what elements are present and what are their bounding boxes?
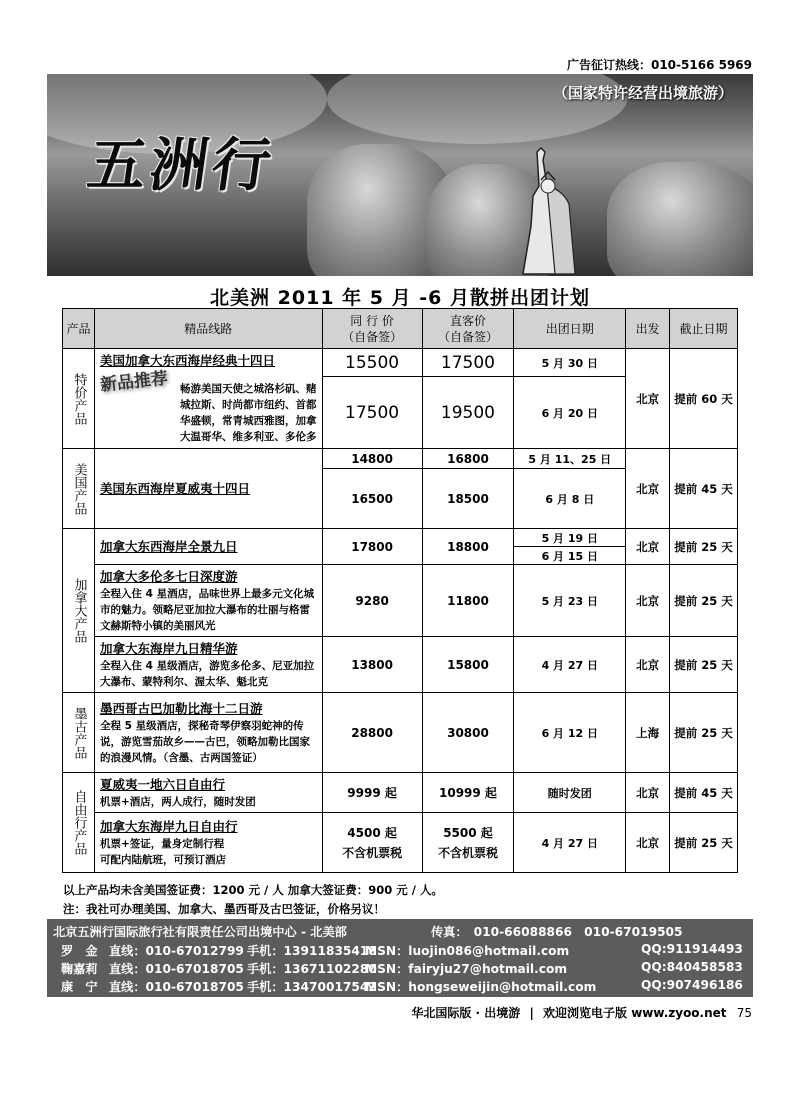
route-description: 全程入住 4 星酒店，品味世界上最多元文化城市的魅力。领略尼亚加拉大瀑布的壮丽与格雷文赫斯特小镇的美丽风光 — [99, 587, 315, 632]
departure-date: 6 月 20 日 — [514, 377, 626, 449]
route-description: 全程入住 4 星级酒店，游览多伦多、尼亚加拉大瀑布、蒙特利尔、渥太华、魁北克 — [99, 659, 315, 688]
fax-number: 传真： 010-66088866 010-67019505 — [431, 925, 683, 939]
visa-fee-note: 以上产品均未含美国签证费：1200 元 / 人 加拿大签证费：900 元 / 人。 — [63, 883, 443, 897]
route-link[interactable]: 夏威夷一地六日自由行 — [99, 776, 225, 792]
contact-msn: MSN：hongseweijin@hotmail.com — [365, 980, 597, 994]
peer-price: 28800 — [322, 693, 422, 773]
direct-price: 10999 起 — [422, 773, 514, 813]
booking-deadline: 提前 60 天 — [670, 349, 738, 449]
route-cell — [94, 529, 322, 565]
departure-city: 北京 — [626, 565, 670, 637]
category-label: 加拿大产品 — [63, 529, 95, 693]
direct-price: 11800 — [422, 565, 514, 637]
contact-msn: MSN：fairyju27@hotmail.com — [365, 962, 568, 976]
table-row — [63, 449, 738, 469]
peer-price: 9280 — [322, 565, 422, 637]
header-category: 产品 — [63, 309, 95, 349]
table-header-row — [63, 309, 738, 349]
header-route: 精品线路 — [94, 309, 322, 349]
contact-qq: QQ:840458583 — [641, 960, 743, 974]
departure-city: 北京 — [626, 349, 670, 449]
booking-deadline: 提前 25 天 — [670, 529, 738, 565]
departure-date: 5 月 30 日 — [514, 349, 626, 377]
category-label: 美国产品 — [63, 449, 95, 529]
header-deadline: 截止日期 — [670, 309, 738, 349]
departure-date: 4 月 27 日 — [514, 637, 626, 693]
page-footer — [411, 1004, 752, 1021]
route-description: 机票+签证，量身定制行程 可配内陆航班，可预订酒店 — [99, 837, 226, 866]
header-peer-price: 同 行 价 （自备签） — [322, 309, 422, 349]
category-label: 墨古产品 — [63, 693, 95, 773]
contact-mobile: 手机：13470017542 — [247, 980, 377, 994]
table-row — [63, 565, 738, 637]
company-name: 北京五洲行国际旅行社有限责任公司出境中心 - 北美部 — [53, 925, 347, 939]
route-cell — [94, 693, 322, 773]
departure-date: 随时发团 — [514, 773, 626, 813]
peer-price: 4500 起 不含机票税 — [322, 813, 422, 873]
contact-name: 罗 金 — [61, 944, 98, 958]
booking-deadline: 提前 25 天 — [670, 637, 738, 693]
contact-phone: 直线：010-67018705 — [109, 980, 244, 994]
website-link[interactable]: 欢迎浏览电子版 www.zyoo.net — [543, 1006, 727, 1020]
route-link[interactable]: 加拿大多伦多七日深度游 — [99, 568, 238, 584]
peer-price: 17500 — [322, 377, 422, 449]
departure-city: 北京 — [626, 529, 670, 565]
booking-deadline: 提前 25 天 — [670, 693, 738, 773]
route-link[interactable]: 墨西哥古巴加勒比海十二日游 — [99, 700, 263, 716]
contact-qq: QQ:911914493 — [641, 942, 743, 956]
contact-name: 康 宁 — [61, 980, 98, 994]
direct-price: 19500 — [422, 377, 514, 449]
departure-city: 北京 — [626, 637, 670, 693]
route-cell — [94, 637, 322, 693]
statue-of-liberty-icon — [517, 146, 607, 276]
route-link[interactable]: 加拿大东海岸九日精华游 — [99, 640, 238, 656]
booking-deadline: 提前 25 天 — [670, 813, 738, 873]
direct-price: 30800 — [422, 693, 514, 773]
route-cell — [94, 773, 322, 813]
direct-price: 18800 — [422, 529, 514, 565]
page-title: 北美洲 2011 年 5 月 -6 月散拼出团计划 — [210, 287, 590, 309]
departure-city: 上海 — [626, 693, 670, 773]
header-banner — [47, 74, 753, 276]
route-description: 机票+酒店，两人成行，随时发团 — [99, 795, 256, 808]
header-direct-price: 直客价 （自备签） — [422, 309, 514, 349]
contact-msn: MSN：luojin086@hotmail.com — [365, 944, 570, 958]
page-number: 75 — [736, 1006, 752, 1020]
tour-plan-table — [62, 308, 738, 873]
table-row — [63, 637, 738, 693]
promo-tag: 新品推荐 — [99, 368, 169, 396]
direct-price: 17500 — [422, 349, 514, 377]
departure-date: 5 月 19 日 — [514, 529, 626, 547]
table-row — [63, 813, 738, 873]
peer-price: 17800 — [322, 529, 422, 565]
route-link[interactable]: 美国加拿大东西海岸经典十四日 — [99, 353, 275, 368]
route-description: 全程 5 星级酒店，探秘奇琴伊察羽蛇神的传说，游览雪茄故乡——古巴，领略加勒比国家的浪漫风情。（含墨、古两国签证） — [99, 719, 310, 764]
edition-label: 华北国际版 · 出境游 — [411, 1006, 521, 1020]
table-row — [63, 529, 738, 547]
footer-divider: | — [529, 1006, 534, 1020]
header-departure-date: 出团日期 — [514, 309, 626, 349]
route-cell — [94, 449, 322, 529]
brand-logo: 五洲行 — [83, 131, 280, 199]
table-row — [63, 693, 738, 773]
route-link[interactable]: 美国东西海岸夏威夷十四日 — [99, 480, 250, 496]
route-cell — [94, 349, 322, 449]
contact-panel — [47, 919, 753, 997]
departure-date: 6 月 15 日 — [514, 547, 626, 565]
route-link[interactable]: 加拿大东海岸九日自由行 — [99, 818, 238, 834]
header-departure: 出发 — [626, 309, 670, 349]
license-text: （国家特许经营出境旅游） — [552, 84, 733, 102]
direct-price: 16800 — [422, 449, 514, 469]
contact-phone: 直线：010-67012799 — [109, 944, 244, 958]
contact-phone: 直线：010-67018705 — [109, 962, 244, 976]
departure-date: 4 月 27 日 — [514, 813, 626, 873]
peer-price: 16500 — [322, 469, 422, 529]
route-cell — [94, 813, 322, 873]
mountain-face-rock — [607, 162, 753, 276]
table-row — [63, 349, 738, 377]
visa-service-note: 注：我社可办理美国、加拿大、墨西哥及古巴签证，价格另议！ — [63, 902, 385, 916]
departure-date: 6 月 12 日 — [514, 693, 626, 773]
peer-price: 15500 — [322, 349, 422, 377]
route-description: 畅游美国天使之城洛杉矶、赌城拉斯、时尚都市纽约、首都华盛顿，常青城西雅图，加拿大温哥华、维多利亚、多伦多 — [179, 383, 317, 443]
direct-price: 18500 — [422, 469, 514, 529]
departure-date: 5 月 23 日 — [514, 565, 626, 637]
contact-mobile: 手机：13911835418 — [247, 944, 377, 958]
category-label: 特价产品 — [63, 349, 95, 449]
booking-deadline: 提前 45 天 — [670, 449, 738, 529]
peer-price: 13800 — [322, 637, 422, 693]
contact-name: 鞠嘉莉 — [61, 962, 98, 976]
route-link[interactable]: 加拿大东西海岸全景九日 — [99, 538, 238, 554]
departure-city: 北京 — [626, 773, 670, 813]
direct-price: 15800 — [422, 637, 514, 693]
booking-deadline: 提前 25 天 — [670, 565, 738, 637]
departure-city: 北京 — [626, 813, 670, 873]
route-cell — [94, 565, 322, 637]
ad-hotline: 广告征订热线：010-5166 5969 — [566, 58, 752, 72]
category-label: 自由行产品 — [63, 773, 95, 873]
departure-date: 5 月 11、25 日 — [514, 449, 626, 469]
departure-date: 6 月 8 日 — [514, 469, 626, 529]
peer-price: 14800 — [322, 449, 422, 469]
table-row — [63, 773, 738, 813]
peer-price: 9999 起 — [322, 773, 422, 813]
departure-city: 北京 — [626, 449, 670, 529]
booking-deadline: 提前 45 天 — [670, 773, 738, 813]
direct-price: 5500 起 不含机票税 — [422, 813, 514, 873]
contact-mobile: 手机：13671102280 — [247, 962, 377, 976]
contact-qq: QQ:907496186 — [641, 978, 743, 992]
